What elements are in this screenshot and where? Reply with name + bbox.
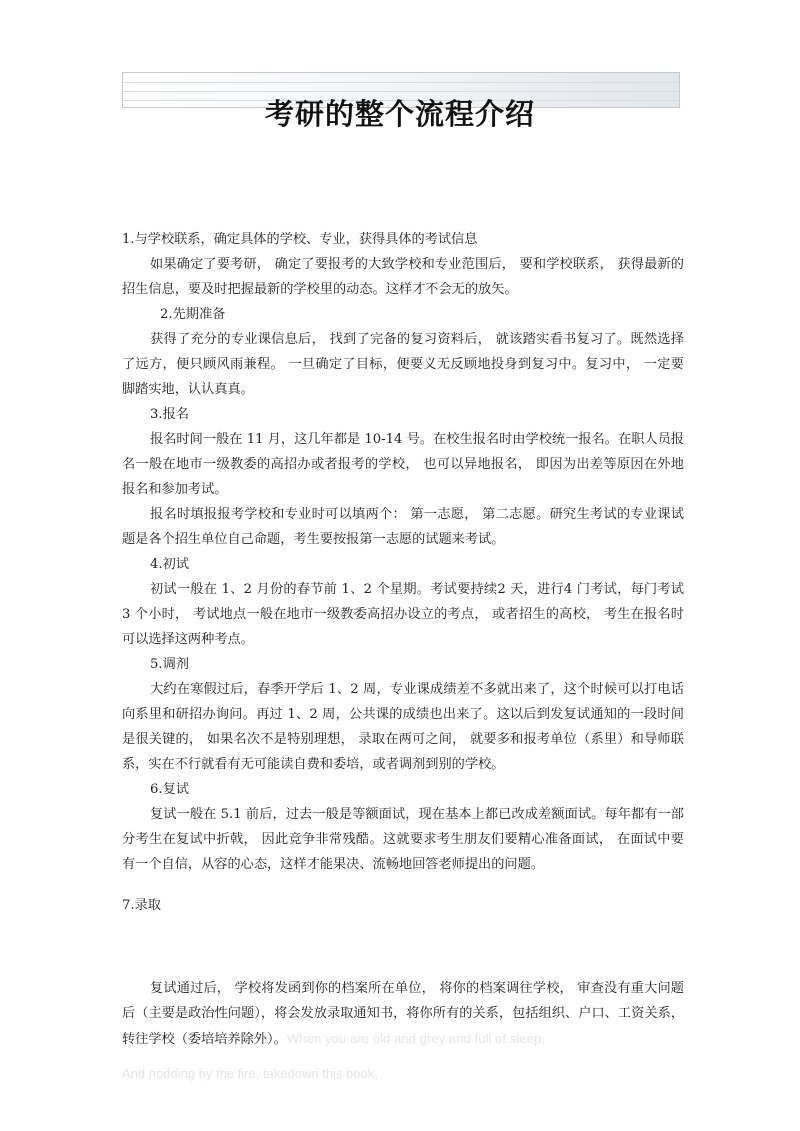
section-heading-4: 4.初试 [150,557,189,572]
section-paragraph: 获得了充分的专业课信息后， 找到了完备的复习资料后， 就该踏实看书复习了。既然选择了远方，便只顾风雨兼程。 一旦确定了目标，便要义无反顾地投身到复习中。复习中， 一定要脚踏实地，认认真真。 [122,332,684,397]
section-paragraph-last [122,976,684,1052]
section-paragraph-text: 复试通过后， 学校将发函到你的档案所在单位， 将你的档案调往学校， 审查没有重大问题后（主要是政治性问题），将会发放录取通知书，将你所有的关系，包括组织、户口、工资关系，转往学校（委培培养除外）。 [122,981,684,1047]
section-paragraph: 如果确定了要考研， 确定了要报考的大致学校和专业范围后， 要和学校联系， 获得最新的招生信息，要及时把握最新的学校里的动态。这样才不会无的放矢。 [122,257,684,297]
faint-watermark-line: And nodding by the fire, takedown this book, [122,1066,378,1081]
section-paragraph: 复试一般在 5.1 前后，过去一般是等额面试，现在基本上都已改成差额面试。每年都有一部分考生在复试中折戟， 因此竞争非常残酷。这就要求考生朋友们要精心准备面试， 在面试中要有一个自信，从容的心态，这样才能果决、流畅地回答老师提出的问题。 [122,807,684,872]
section-paragraph: 报名时间一般在 11 月，这几年都是 10-14 号。在校生报名时由学校统一报名。在职人员报名一般在地市一级教委的高招办或者报考的学校， 也可以异地报名， 即因为出差等原因在外地报名和参加考试。 [122,432,684,497]
section-heading-5: 5.调剂 [150,657,189,672]
section-heading-6: 6.复试 [150,782,189,797]
section-paragraph: 大约在寒假过后，春季开学后 1、2 周，专业课成绩差不多就出来了，这个时候可以打电话向系里和研招办询问。再过 1、2 周，公共课的成绩也出来了。这以后到发复试通知的一段时间是很关键的， 如果名次不是特别理想， 录取在两可之间， 就要多和报考单位（系里）和导师联系，实在不行就看有无可能读自费和委培，或者调剂到别的学校。 [122,682,684,772]
section-paragraph: 报名时填报报考学校和专业时可以填两个： 第一志愿， 第二志愿。研究生考试的专业课试题是各个招生单位自己命题，考生要按报第一志愿的试题来考试。 [122,507,684,547]
section-heading-1: 1.与学校联系，确定具体的学校、专业，获得具体的考试信息 [122,232,478,247]
section-paragraph: 初试一般在 1、2 月份的春节前 1、2 个星期。考试要持续2 天，进行4 门考试，每门考试 3 个小时， 考试地点一般在地市一级教委高招办设立的考点， 或者招生的高校， 考生在报名时可以选择这两种考点。 [122,582,684,647]
section-heading-7: 7.录取 [122,898,161,913]
faint-watermark-text: When you are old and grey and full of sleep, [286,1031,545,1046]
section-heading-2: 2.先期准备 [160,307,226,322]
section-heading-3: 3.报名 [150,407,189,422]
document-title: 考研的整个流程介绍 [264,97,535,131]
document-body [122,227,684,1052]
